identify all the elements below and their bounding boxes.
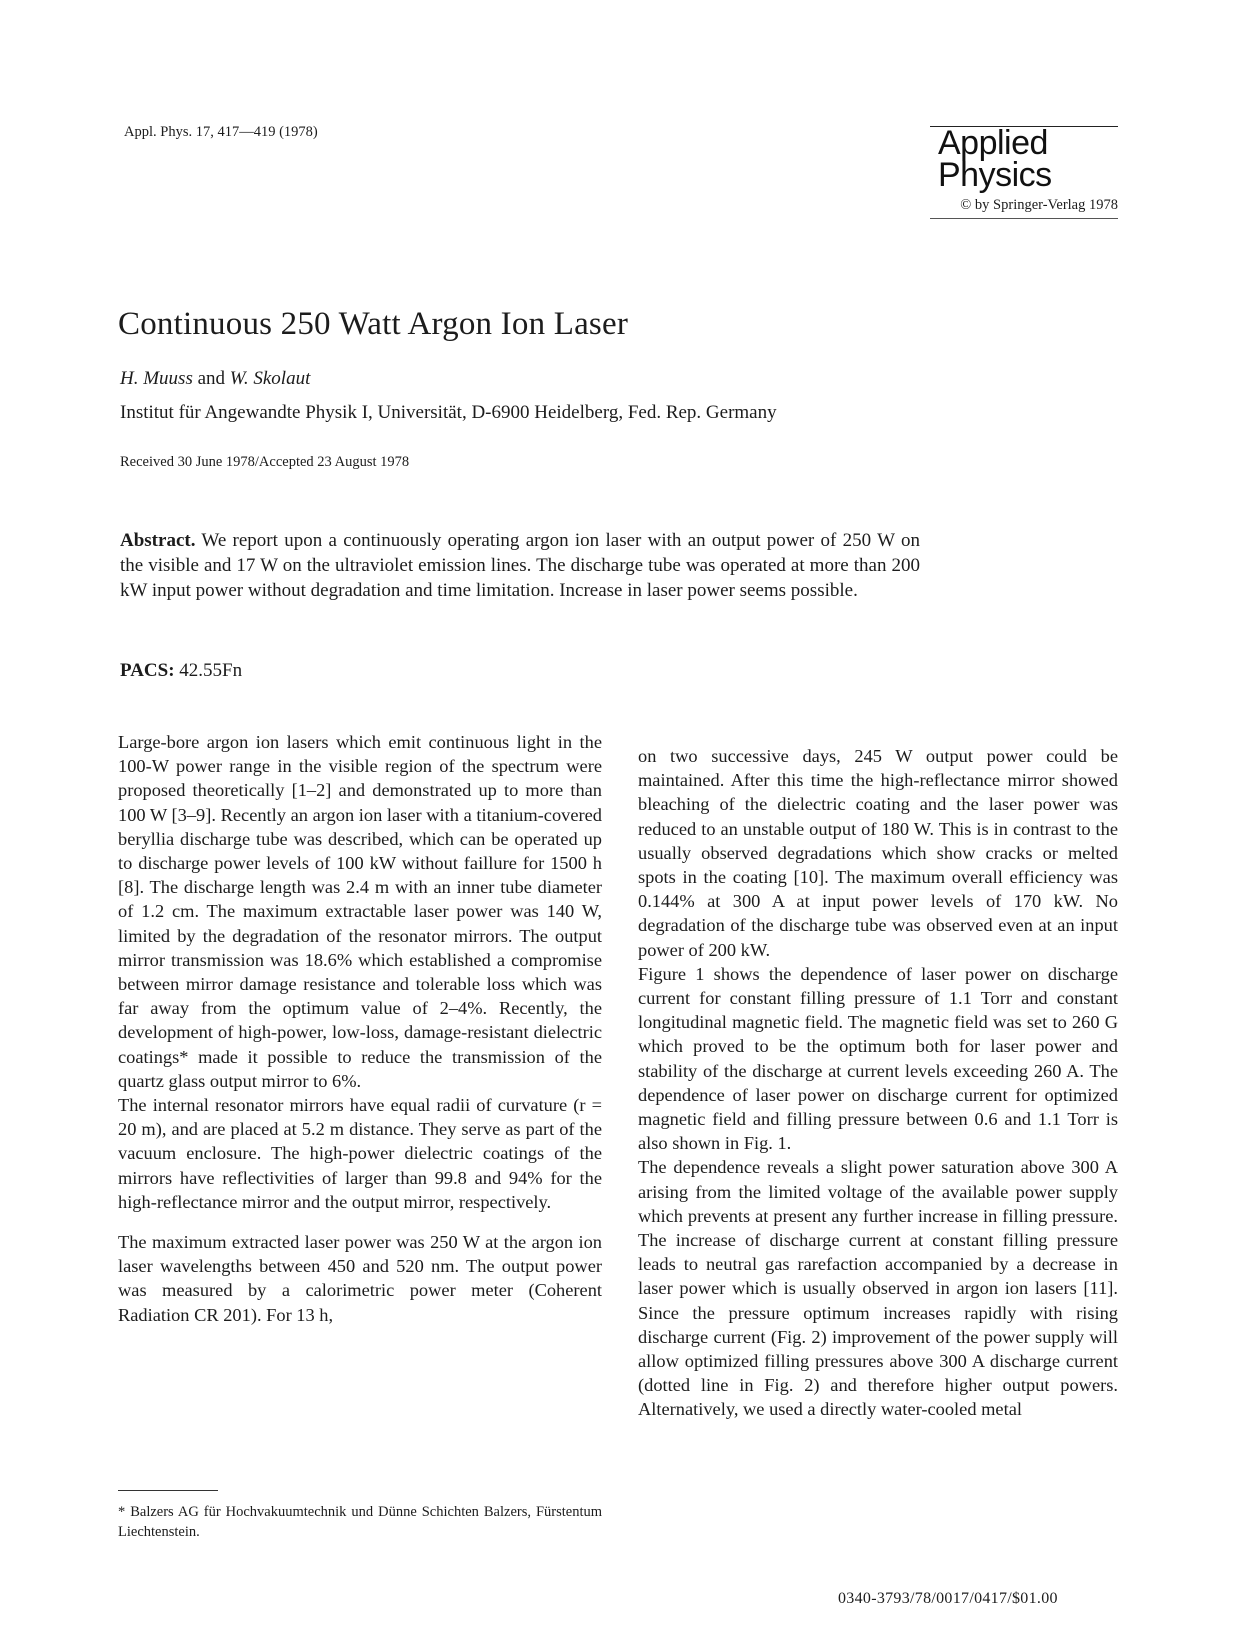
footnote: * Balzers AG für Hochvakuumtechnik und Dünne Schichten Balzers, Fürstentum Liechtenstein. — [118, 1504, 602, 1540]
body-column-left — [118, 730, 602, 1327]
paragraph: Large-bore argon ion lasers which emit continuous light in the 100-W power range in the visible region of the spectrum were proposed theoretically [1–2] and demonstrated up to more than 100 W [3–9]. Recently an argon ion laser with a titanium-covered beryllia discharge tube was described, which can be operated up to discharge power levels of 100 kW without faillure for 1500 h [8]. The discharge length was 2.4 m with an inner tube diameter of 1.2 cm. The maximum extractable laser power was 140 W, limited by the degradation of the resonator mirrors. The output mirror transmission was 18.6% which established a compromise between mirror damage resistance and tolerable loss which was far away from the optimum value of 2–4%. Recently, the development of high-power, low-loss, damage-resistant dielectric coatings* made it possible to reduce the transmission of the quartz glass output mirror to 6%. — [118, 732, 602, 1091]
abstract-label: Abstract. — [120, 530, 196, 551]
abstract — [120, 528, 920, 603]
paragraph: The maximum extracted laser power was 250 W at the argon ion laser wavelengths between 450 and 520 nm. The output power was measured by a calorimetric power meter (Coherent Radiation CR 201). For 13 h, — [118, 1232, 602, 1325]
pacs-label: PACS: — [120, 660, 175, 681]
paragraph: on two successive days, 245 W output power could be maintained. After this time the high-reflectance mirror showed bleaching of the dielectric coating and the laser power was reduced to an unstable output of 180 W. This is in contrast to the usually observed degradations which show cracks or melted spots in the coating [10]. The maximum overall efficiency was 0.144% at 300 A at input power levels of 170 kW. No degradation of the discharge tube was observed even at an input power of 200 kW. — [638, 746, 1118, 960]
logo-word-physics: Physics — [938, 156, 1052, 194]
journal-citation: Appl. Phys. 17, 417—419 (1978) — [124, 124, 318, 140]
author-2: W. Skolaut — [229, 368, 311, 389]
paragraph: Figure 1 shows the dependence of laser power on discharge current for constant filling pressure of 1.1 Torr and constant longitudinal magnetic field. The magnetic field was set to 260 G which proved to be the optimum both for laser power and stability of the discharge at current levels exceeding 260 A. The dependence of laser power on discharge current for optimized magnetic field and filling pressure between 0.6 and 1.1 Torr is also shown in Fig. 1. — [638, 963, 1118, 1154]
pacs-value: 42.55Fn — [179, 660, 243, 681]
author-conjunction: and — [197, 368, 226, 389]
body-column-right — [638, 744, 1118, 1422]
paragraph: The internal resonator mirrors have equal radii of curvature (r = 20 m), and are placed at 5.2 m distance. They serve as part of the vacuum enclosure. The high-power dielectric coatings of the mirrors have reflectivities of larger than 99.8 and 94% for the high-reflectance mirror and the output mirror, respectively. — [118, 1095, 602, 1212]
pacs-line — [120, 660, 242, 682]
author-1: H. Muuss — [120, 368, 193, 389]
received-dates: Received 30 June 1978/Accepted 23 August 1978 — [120, 454, 410, 470]
logo-word-applied: Applied — [938, 124, 1048, 162]
article-code: 0340-3793/78/0017/0417/$01.00 — [838, 1590, 1058, 1607]
logo-bottom-rule — [930, 218, 1118, 219]
journal-logo — [930, 126, 1118, 219]
author-line — [120, 368, 310, 390]
copyright-notice: © by Springer-Verlag 1978 — [960, 197, 1118, 213]
paragraph: The dependence reveals a slight power saturation above 300 A arising from the limited voltage of the available power supply which prevents at present any further increase in filling pressure. The increase of discharge current at constant filling pressure leads to neutral gas rarefaction accompanied by a decrease in laser power which is usually observed in argon ion lasers [11]. Since the pressure optimum increases rapidly with rising discharge current (Fig. 2) improvement of the power supply will allow optimized filling pressures above 300 A discharge current (dotted line in Fig. 2) and therefore higher output powers. Alternatively, we used a directly water-cooled metal — [638, 1157, 1118, 1420]
article-title: Continuous 250 Watt Argon Ion Laser — [118, 306, 629, 342]
abstract-text: We report upon a continuously operating argon ion laser with an output power of 250 W on the visible and 17 W on the ultraviolet emission lines. The discharge tube was operated at more than 200 kW input power without degradation and time limitation. Increase in laser power seems possible. — [120, 530, 920, 601]
footnote-rule — [118, 1490, 218, 1491]
affiliation: Institut für Angewandte Physik I, Universität, D-6900 Heidelberg, Fed. Rep. Germany — [120, 402, 777, 423]
